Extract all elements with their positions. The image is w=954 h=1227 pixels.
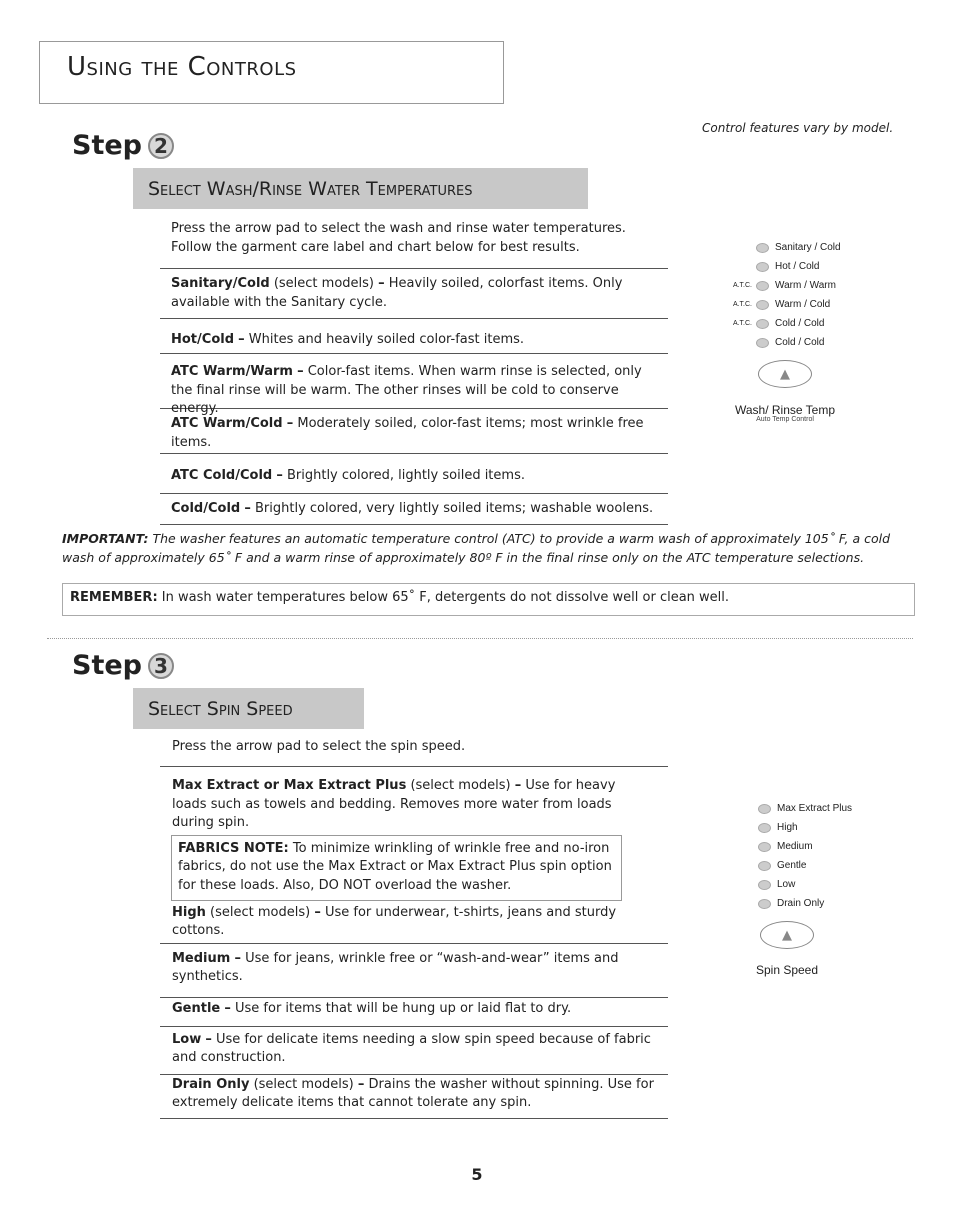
panel-option: A.T.C. Warm / Warm [732,280,836,291]
important-note: IMPORTANT: The washer features an automatic temperature control (ATC) to provide a warm wash of approximately 105˚ F, a cold wash of approximately 65˚ F and a warm rinse of approximately 80º F in the final rinse only on the ATC temperature selections. [62,531,891,565]
spin-item-gentle: Gentle – Use for items that will be hung up or laid flat to dry. [172,1000,572,1016]
temperature-list [160,268,668,525]
temp-item-atc-warm-warm: ATC Warm/Warm – Color-fast items. When warm rinse is selected, only the final rinse will be warm. The other rinses will be cold to conserve energy. [171,364,642,416]
indicator-light [756,281,769,291]
spin-arrow-pad[interactable] [760,921,814,949]
panel-option: Drain Only [758,894,878,913]
temp-item-atc-cold-cold: ATC Cold/Cold – Brightly colored, lightly soiled items. [171,468,525,483]
panel-option: Gentle [758,856,878,875]
section-divider [47,638,913,639]
step-label: Step [72,130,142,161]
spin-item-high: High (select models) – Use for underwear, t-shirts, jeans and sturdy cottons. [172,904,617,938]
temp-item-atc-warm-cold: ATC Warm/Cold – Moderately soiled, color-fast items; most wrinkle free items. [171,416,644,450]
step-3-heading [72,650,174,681]
indicator-light [758,804,771,814]
temp-item-hot-cold: Hot/Cold – Whites and heavily soiled color-fast items. [171,332,525,347]
page-title: Using the Controls [67,52,297,82]
indicator-light [758,861,771,871]
panel-option: High [758,818,878,837]
step-label: Step [72,650,142,681]
spin-control-panel [758,799,878,913]
spin-item-medium: Medium – Use for jeans, wrinkle free or “wash-and-wear” items and synthetics. [172,950,619,984]
panel-option: A.T.C. Warm / Cold [732,299,831,310]
spin-item-max-extract: Max Extract or Max Extract Plus (select models) – Use for heavy loads such as towels and bedding. Removes more water from loads during spin. [172,778,616,830]
indicator-light [756,243,769,253]
divider [160,1118,668,1119]
spin-intro: Press the arrow pad to select the spin speed. [172,739,466,754]
indicator-light [758,899,771,909]
indicator-light [758,823,771,833]
indicator-light [756,262,769,272]
spin-item-low: Low – Use for delicate items needing a slow spin speed because of fabric and construction. [172,1031,651,1065]
temperatures-intro: Press the arrow pad to select the wash and rinse water temperatures. Follow the garment care label and chart below for best results. [171,221,626,255]
panel-option: Cold / Cold [728,333,858,352]
fabrics-note: FABRICS NOTE: To minimize wrinkling of wrinkle free and no-iron fabrics, do not use the Max Extract or Max Extract Plus spin option for these loads. Also, DO NOT overload the washer. [171,835,622,901]
panel-option: Hot / Cold [728,257,858,276]
indicator-light [758,880,771,890]
indicator-light [756,338,769,348]
step-2-heading [72,130,174,161]
remember-note: REMEMBER: In wash water temperatures below 65˚ F, detergents do not dissolve well or clean well. [62,583,915,616]
spin-item-drain-only: Drain Only (select models) – Drains the washer without spinning. Use for extremely delicate items that cannot tolerate any spin. [172,1076,654,1110]
arrow-up-icon: ▲ [780,366,790,382]
panel-option: Low [758,875,878,894]
spin-speed-list [160,766,668,1119]
model-note: Control features vary by model. [702,121,894,135]
temp-item-cold-cold: Cold/Cold – Brightly colored, very lightly soiled items; washable woolens. [171,501,654,516]
section-header-temperatures: Select Wash/Rinse Water Temperatures [133,168,588,209]
temperature-control-panel [728,238,858,352]
panel-option: A.T.C. Cold / Cold [732,318,825,329]
indicator-light [758,842,771,852]
panel-option: Medium [758,837,878,856]
temp-arrow-pad[interactable] [758,360,812,388]
step-number-badge: 3 [148,653,174,679]
step-number-badge: 2 [148,133,174,159]
indicator-light [756,300,769,310]
panel-option: Max Extract Plus [758,799,878,818]
temp-panel-sublabel: Auto Temp Control [756,416,814,423]
page-number: 5 [471,1165,483,1184]
panel-option: Sanitary / Cold [728,238,858,257]
indicator-light [756,319,769,329]
temp-panel-label: Wash/ Rinse Temp [734,403,836,417]
arrow-up-icon: ▲ [782,927,792,943]
section-header-spin-speed: Select Spin Speed [133,688,364,729]
temp-item-sanitary-cold: Sanitary/Cold (select models) – Heavily soiled, colorfast items. Only available with the Sanitary cycle. [171,276,623,310]
spin-panel-label: Spin Speed [755,963,819,977]
divider [160,524,668,525]
